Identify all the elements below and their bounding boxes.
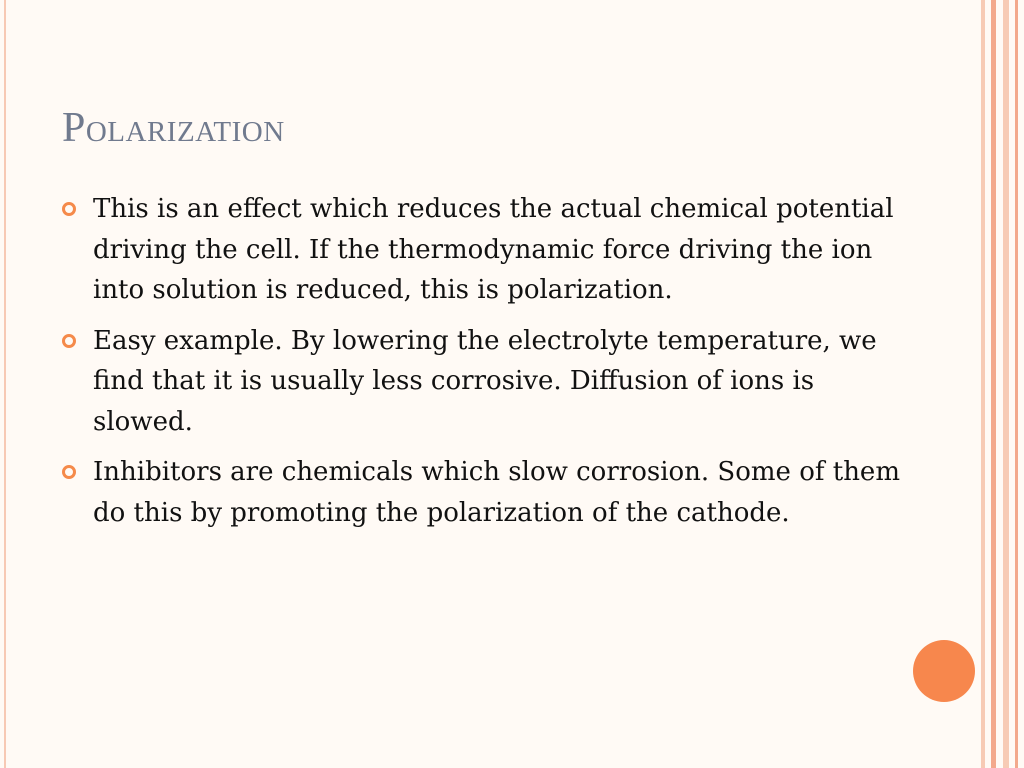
right-stripe-1 — [981, 0, 985, 768]
bullet-text: This is an effect which reduces the actual chemical potential driving the cell. If the thermodynamic force driving the ion into solution is reduced, this is polarization. — [93, 194, 894, 305]
bullet-item — [62, 321, 902, 443]
right-stripe-3 — [1003, 0, 1009, 768]
bullet-text: Inhibitors are chemicals which slow corrosion. Some of them do this by promoting the polarization of the cathode. — [93, 457, 900, 528]
bullet-text: Easy example. By lowering the electrolyte temperature, we find that it is usually less corrosive. Diffusion of ions is slowed. — [93, 325, 877, 437]
bullet-circle-icon — [62, 334, 76, 348]
bullet-item — [62, 189, 902, 311]
bullet-item — [62, 452, 902, 533]
slide-title: Polarization — [62, 105, 285, 151]
right-stripe-4 — [1015, 0, 1018, 768]
left-border-line — [4, 0, 6, 768]
bullet-circle-icon — [62, 202, 76, 216]
bullet-list — [62, 189, 902, 543]
right-stripe-2 — [991, 0, 996, 768]
decorative-circle-icon — [913, 640, 975, 702]
bullet-circle-icon — [62, 465, 76, 479]
